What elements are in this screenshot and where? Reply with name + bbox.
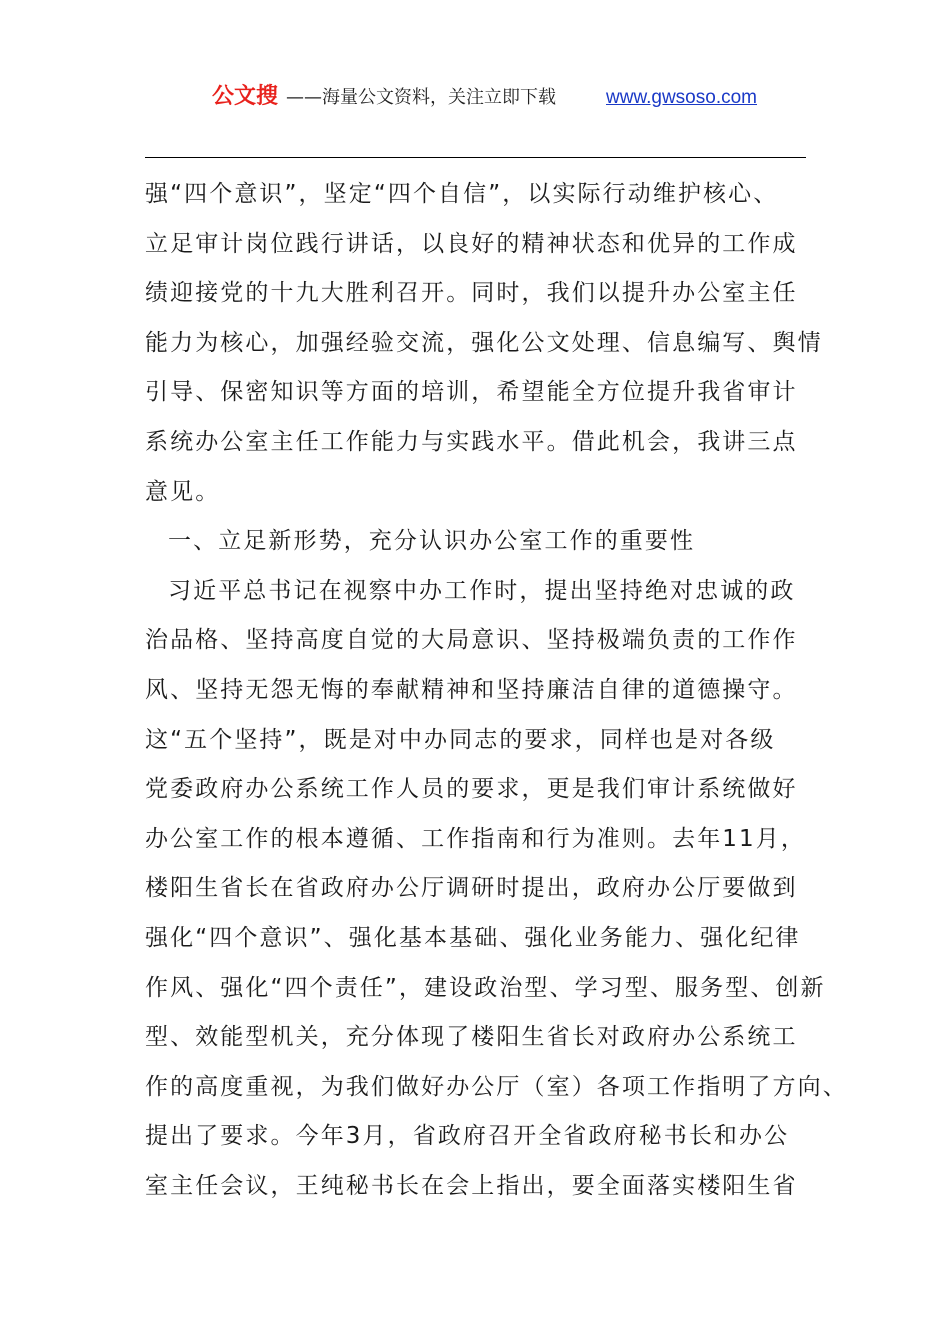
document-body [145, 170, 848, 1211]
body-line: 习近平总书记在视察中办工作时，提出坚持绝对忠诚的政 [168, 577, 796, 604]
body-line: 作的高度重视，为我们做好办公厅（室）各项工作指明了方向、 [145, 1073, 848, 1100]
brand-logo: 公文搜 [212, 84, 279, 109]
body-line: 系统办公室主任工作能力与实践水平。借此机会，我讲三点 [145, 428, 798, 455]
body-line: 作风、强化“四个责任”，建设政治型、学习型、服务型、创新 [145, 974, 826, 1001]
body-line: 治品格、坚持高度自觉的大局意识、坚持极端负责的工作作 [145, 627, 798, 654]
body-line: 引导、保密知识等方面的培训，希望能全方位提升我省审计 [145, 379, 798, 406]
body-line: 办公室工作的根本遵循、工作指南和行为准则。去年11月， [145, 825, 806, 852]
body-line: 绩迎接党的十九大胜利召开。同时，我们以提升办公室主任 [145, 280, 798, 307]
body-line: 立足审计岗位践行讲话，以良好的精神状态和优异的工作成 [145, 230, 798, 257]
body-line: 风、坚持无怨无悔的奉献精神和坚持廉洁自律的道德操守。 [145, 676, 798, 703]
body-line: 这“五个坚持”，既是对中办同志的要求，同样也是对各级 [145, 726, 776, 753]
body-line: 提出了要求。今年3月，省政府召开全省政府秘书长和办公 [145, 1123, 790, 1150]
site-link[interactable]: www.gwsoso.com [606, 87, 757, 108]
page-header [0, 82, 950, 116]
body-line: 强化“四个意识”、强化基本基础、强化业务能力、强化纪律 [145, 924, 801, 951]
body-line: 党委政府办公系统工作人员的要求，更是我们审计系统做好 [145, 776, 798, 803]
body-line: 型、效能型机关，充分体现了楼阳生省长对政府办公系统工 [145, 1024, 798, 1051]
section-heading: 一、立足新形势，充分认识办公室工作的重要性 [168, 528, 696, 555]
header-divider [145, 157, 806, 158]
body-line: 强“四个意识”，坚定“四个自信”，以实际行动维护核心、 [145, 181, 779, 207]
body-line: 意见。 [145, 478, 221, 505]
body-line: 能力为核心，加强经验交流，强化公文处理、信息编写、舆情 [145, 329, 823, 356]
body-line: 楼阳生省长在省政府办公厅调研时提出，政府办公厅要做到 [145, 875, 798, 902]
body-line: 室主任会议，王纯秘书长在会上指出，要全面落实楼阳生省 [145, 1172, 798, 1199]
header-tagline: ——海量公文资料，关注立即下载 [286, 87, 556, 108]
